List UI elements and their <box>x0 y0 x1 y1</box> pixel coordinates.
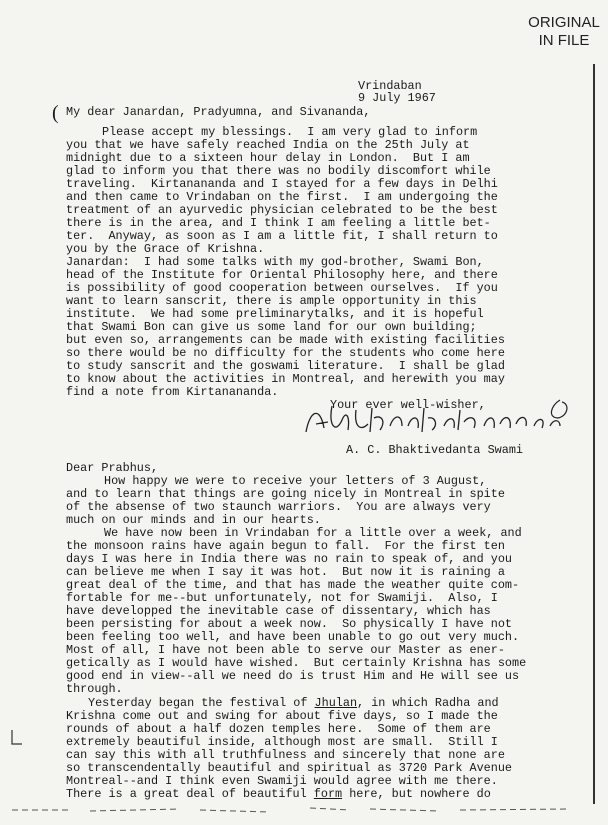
p5-line-2: Krishna come out and swing for about five days, so I made the <box>66 709 498 723</box>
p4-line-7: have developped the inevitable case of dissentary, which has <box>66 604 491 618</box>
p3-line-1: How happy we were to receive your letters of 3 August, <box>104 474 487 488</box>
p4-line-12: good end in view--all we need do is trust Him and He will see us <box>66 669 520 683</box>
p4-line-5: great deal of the time, and that has made the weather quite com- <box>66 578 520 592</box>
right-margin-rule <box>593 64 595 804</box>
p2-line-3: is possibility of good cooperation between ourselves. If you <box>66 281 498 295</box>
scan-bottom-edge <box>10 800 580 825</box>
signature-name: A. C. Bhaktivedanta Swami <box>346 443 523 457</box>
closing: Your ever well-wisher, <box>330 398 486 412</box>
p1-line-8: there is in the area, and I think I am feeling a little bet- <box>66 216 491 230</box>
handwritten-signature <box>298 396 580 442</box>
p4-line-13: through. <box>66 682 123 696</box>
p1-line-3: midnight due to a sixteen hour delay in London. But I am <box>66 151 470 165</box>
p1-line-4: glad to inform you that there was no bodily discomfort while <box>66 164 491 178</box>
p1-line-5: traveling. Kirtanananda and I stayed for a few days in Delhi <box>66 177 498 191</box>
p2-line-6: that Swami Bon can give us some land for our own building; <box>66 320 477 334</box>
p4-line-1: We have now been in Vrindaban for a little over a week, and <box>104 526 522 540</box>
p1-line-6: and then came to Vrindaban on the first. I am undergoing the <box>66 190 498 204</box>
p1-line-10: you by the Grace of Krishna. <box>66 242 265 256</box>
stamp-line-2: IN FILE <box>538 32 590 49</box>
p2-line-8: so there would be no difficulty for the students who come here <box>66 346 505 360</box>
stamp-line-1: ORIGINAL <box>528 14 600 31</box>
p5-line-1-end: , in which Radha and <box>357 696 499 710</box>
p4-line-2: the monsoon rains have again begun to fall. For the first ten <box>66 539 505 553</box>
p4-line-11: getically as I would have wished. But certainly Krishna has some <box>66 656 527 670</box>
p2-line-11: find a note from Kirtanananda. <box>66 385 279 399</box>
original-in-file-stamp <box>528 14 600 50</box>
p5-line-6: so transcendentally beautiful and spiritual as 3720 Park Avenue <box>66 761 512 775</box>
p4-line-9: been feeling too well, and have been unable to go out very much. <box>66 630 520 644</box>
salutation-2: Dear Prabhus, <box>66 461 159 475</box>
margin-bracket-mark-lower <box>8 728 26 748</box>
p1-line-1: Please accept my blessings. I am very glad to inform <box>102 125 478 139</box>
p2-line-4: want to learn sanscrit, there is ample opportunity in this <box>66 294 477 308</box>
p5-line-1-start: Yesterday began the festival of <box>88 696 315 710</box>
p2-line-1: Janardan: I had some talks with my god-brother, Swami Bon, <box>66 255 484 269</box>
p3-line-4: much on our minds and in our hearts. <box>66 513 321 527</box>
p5-line-5: can say this with all truthfulness and sincerely that none are <box>66 748 505 762</box>
p2-line-5: institute. We had some preliminarytalks, and it is hopeful <box>66 307 484 321</box>
p1-line-2: you that we have safely reached India on the 25th July at <box>66 138 470 152</box>
p3-line-3: of the absense of two staunch warriors. You are always very <box>66 500 491 514</box>
p4-line-10: Most of all, I have not been able to serve our Master as ener- <box>66 643 505 657</box>
p3-line-2: and to learn that things are going nicely in Montreal in spite <box>66 487 505 501</box>
form-underlined: form <box>313 787 343 801</box>
salutation: My dear Janardan, Pradyumna, and Sivananda, <box>66 105 371 119</box>
p5-line-3: rounds of about a half dozen temples here. Some of them are <box>66 722 491 736</box>
p4-line-6: fortable for me--but unfortunately, not for Swamiji. Also, I <box>66 591 498 605</box>
p5-line-8-end: here, but nowhere do <box>342 787 491 801</box>
p4-line-4: can believe me when I say it was hot. But now it is raining a <box>66 565 505 579</box>
p2-line-10: to know about the activities in Montreal, and herewith you may <box>66 372 505 386</box>
p5-line-8-start: There is a great deal of beautiful <box>66 787 314 801</box>
jhulan-underlined: Jhulan <box>314 696 358 710</box>
p4-line-8: been persisting for about a week now. So physically I have not <box>66 617 512 631</box>
p5-line-4: extremely beautiful inside, although most are small. Still I <box>66 735 498 749</box>
p2-line-9: to study sanscrit and the goswami literature. I shall be glad <box>66 359 505 373</box>
p1-line-7: treatment of an ayurvedic physician celebrated to be the best <box>66 203 498 217</box>
p2-line-7: but even so, arrangements can be made with existing facilities <box>66 333 505 347</box>
margin-bracket-mark: ( <box>52 102 59 124</box>
p1-line-9: ter. Anyway, as soon as I am a little fit, I shall return to <box>66 229 498 243</box>
date-line: 9 July 1967 <box>358 91 436 105</box>
place-line: Vrindaban <box>358 79 422 93</box>
p5-line-7: Montreal--and I think even Swamiji would agree with me there. <box>66 774 498 788</box>
p2-line-2: head of the Institute for Oriental Philosophy here, and there <box>66 268 498 282</box>
p4-line-3: days I was here in India there was no rain to speak of, and you <box>66 552 512 566</box>
